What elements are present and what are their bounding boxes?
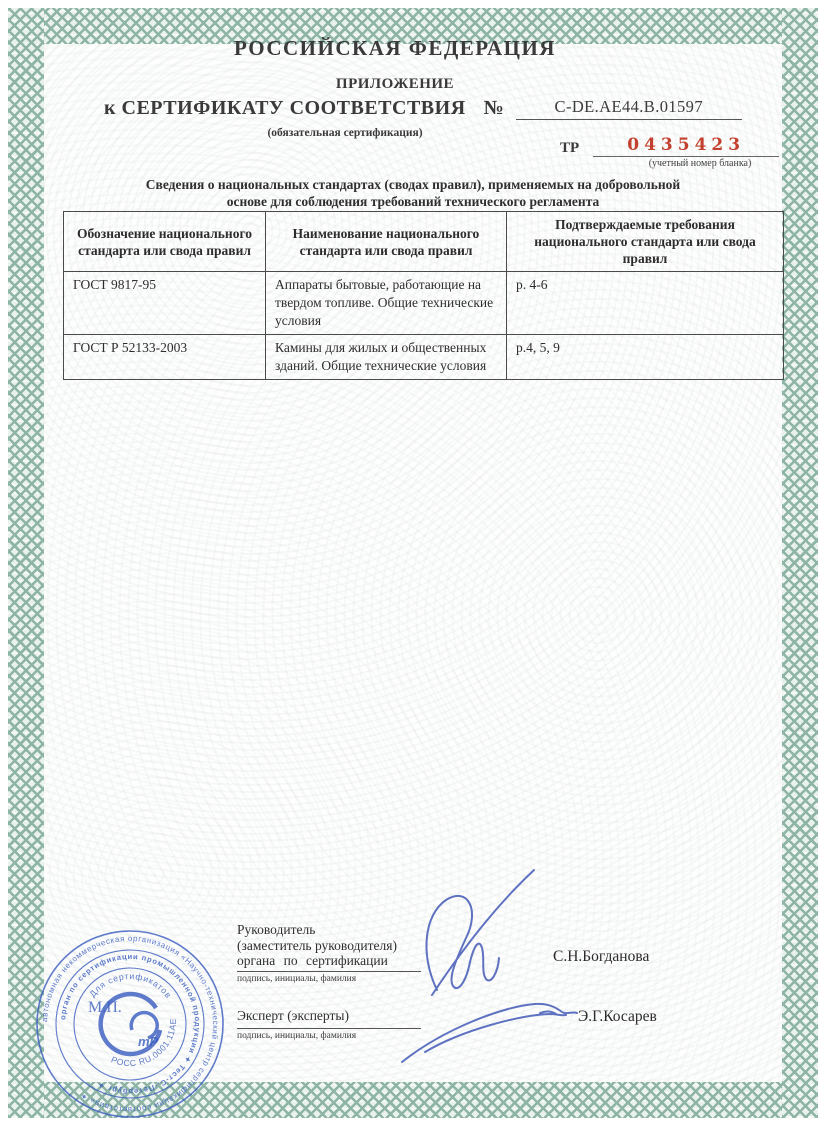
certificate-line-prefix: к СЕРТИФИКАТУ СООТВЕТСТВИЯ [104, 97, 466, 119]
number-sign: № [483, 97, 504, 119]
organization-stamp [30, 924, 230, 1124]
stamp-outer-ring-text: автономная некоммерческая организация «Научно-технический центр сертификации соответствия» ✦ [39, 933, 221, 1115]
row1-requirements: р. 4-6 [507, 272, 784, 335]
head-name: С.Н.Богданова [553, 948, 650, 965]
stamp-monogram: тР [138, 1034, 159, 1049]
table-row [64, 335, 784, 380]
country-title: РОССИЙСКАЯ ФЕДЕРАЦИЯ [234, 36, 556, 60]
row1-name: Аппараты бытовые, работающие на твердом топливе. Общие технические условия [266, 272, 507, 335]
head-signature-line [237, 971, 421, 972]
row2-name: Камины для жилых и общественных зданий. Общие технические условия [266, 335, 507, 380]
header-designation: Обозначение национального стандарта или свода правил [64, 212, 266, 272]
mandatory-certification-note: (обязательная сертификация) [267, 127, 423, 139]
standards-table [63, 211, 784, 380]
certificate-number: C-DE.AE44.B.01597 [516, 97, 742, 120]
head-role-line1: Руководитель [237, 922, 316, 937]
row2-designation: ГОСТ Р 52133-2003 [64, 335, 266, 380]
stamp-inner-bottom-text: РОСС RU.0001.11АЕ44 [109, 1016, 179, 1069]
stamp-mp-text: М.П. [88, 999, 122, 1016]
doc-type-title: ПРИЛОЖЕНИЕ [335, 76, 455, 92]
border-band-right [782, 8, 818, 1118]
intro-line-2: основе для соблюдения требований технического регламента [226, 194, 600, 209]
intro-text [18, 176, 808, 210]
table-row [64, 272, 784, 335]
tr-blank-number-line [560, 135, 779, 157]
blank-number: 0435423 [593, 135, 779, 157]
table-header-row [64, 212, 784, 272]
expert-role-label: Эксперт (эксперты) [237, 1008, 349, 1023]
expert-signature-caption: подпись, инициалы, фамилия [237, 1031, 357, 1041]
head-role-line3: органа по сертификации [237, 953, 388, 968]
header-name: Наименование национального стандарта или свода правил [266, 212, 507, 272]
head-signature-caption: подпись, инициалы, фамилия [237, 974, 357, 984]
certificate-number-line [104, 97, 742, 120]
head-role-label [237, 922, 397, 969]
stamp-inner-top-text: Для сертификатов [87, 970, 174, 1001]
header-requirements: Подтверждаемые требования национального стандарта или свода правил [507, 212, 784, 272]
expert-name: Э.Г.Косарев [578, 1008, 657, 1025]
stamp-logo-spiral [101, 994, 160, 1054]
intro-line-1: Сведения о национальных стандартах (сводах правил), применяемых на добровольной [145, 177, 681, 192]
row1-designation: ГОСТ 9817-95 [64, 272, 266, 335]
tr-label: ТР [560, 140, 580, 156]
expert-signature-line [237, 1028, 421, 1029]
head-role-line2: (заместитель руководителя) [237, 937, 397, 953]
row2-requirements: р.4, 5, 9 [507, 335, 784, 380]
blank-number-caption: (учетный номер бланка) [648, 158, 752, 169]
stamp-middle-ring-text: орган по сертификации промышленной продукции ✦ Тест-С.-Петербург ✦ [58, 951, 203, 1097]
